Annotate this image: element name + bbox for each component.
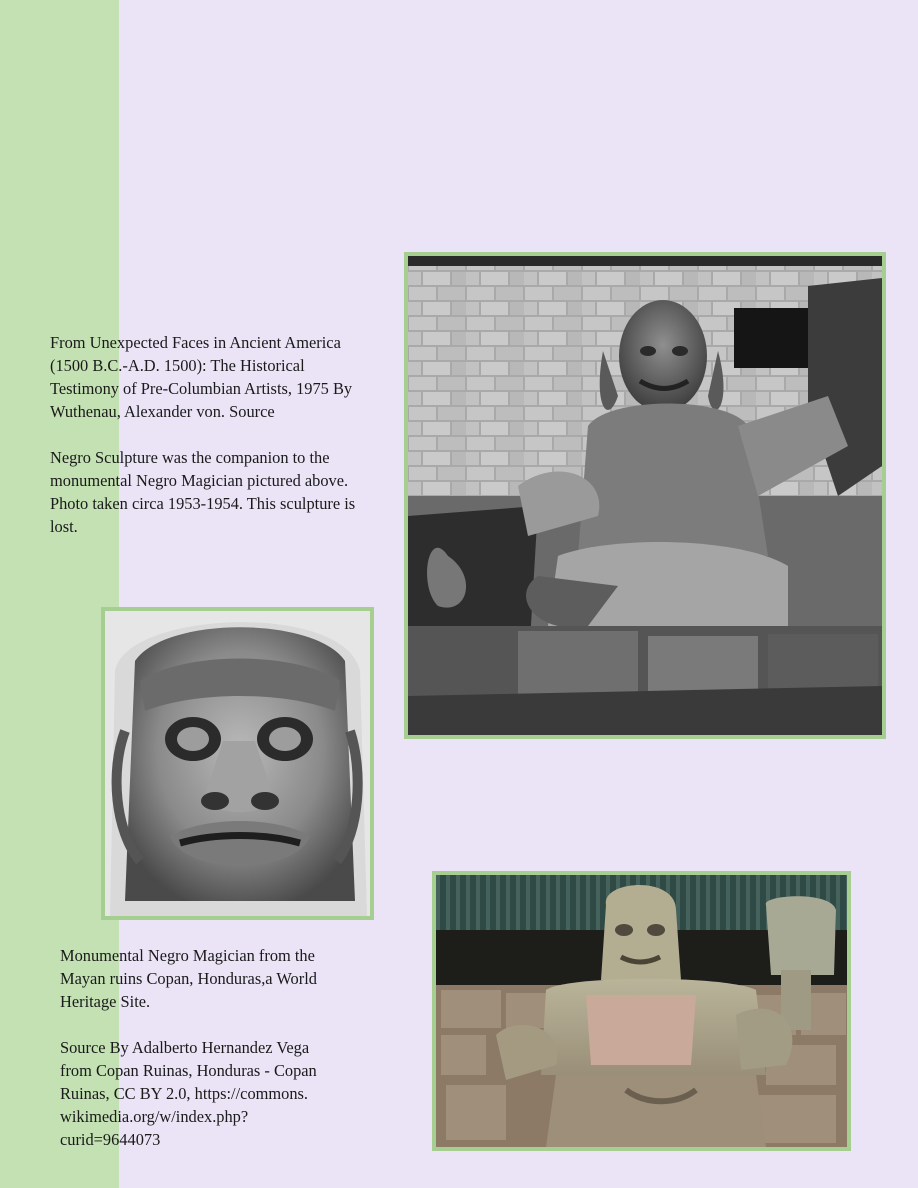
seated-figure-photo xyxy=(408,256,882,735)
caption-copan xyxy=(60,944,360,1151)
caption-copan-source: Source By Adalberto Hernandez Vega from Copan Ruinas, Honduras - Copan Ruinas, CC BY 2.0, https://commons. wikimedia.org/w/index.php? curid=9644073 xyxy=(60,1038,317,1149)
stone-head-photo xyxy=(105,611,370,916)
photo-frame-stone-head xyxy=(101,607,374,920)
copan-magician-photo xyxy=(436,875,847,1147)
caption-description-text: Negro Sculpture was the companion to the monumental Negro Magician pictured above. Photo taken circa 1953-1954. This sculpture is lost. xyxy=(50,448,356,536)
photo-frame-copan-magician xyxy=(432,871,851,1151)
photo-frame-seated-figure xyxy=(404,252,886,739)
caption-copan-description: Monumental Negro Magician from the Mayan ruins Copan, Honduras,a World Heritage Site. xyxy=(60,946,317,1011)
caption-source-text: From Unexpected Faces in Ancient America (1500 B.C.-A.D. 1500): The Historical Testimony of Pre-Columbian Artists, 1975 By Wuthenau, Alexander von. Source xyxy=(50,333,353,421)
caption-wuthenau xyxy=(50,331,395,538)
